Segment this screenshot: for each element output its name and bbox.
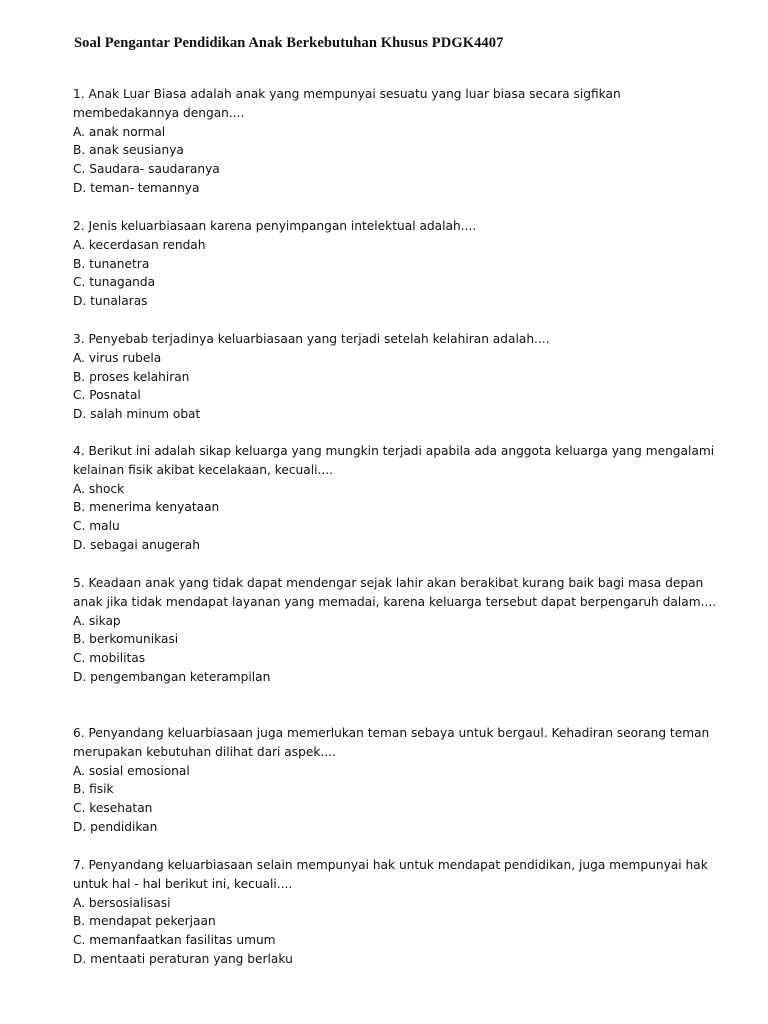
option-b: B. fisik [73, 782, 114, 797]
question-text: 6. Penyandang keluarbiasaan juga memerlukan teman sebaya untuk bergaul. Kehadiran seorang teman merupakan kebutuhan dilihat dari aspek.... [73, 726, 710, 759]
option-c: C. Saudara- saudaranya [73, 162, 220, 177]
question-6 [73, 724, 723, 837]
option-a: A. sikap [73, 613, 121, 628]
option-b: B. tunanetra [73, 256, 150, 271]
question-5 [73, 574, 723, 687]
option-d: D. teman- temannya [73, 180, 200, 195]
question-3 [73, 330, 723, 424]
option-c: C. mobilitas [73, 651, 146, 666]
option-d: D. pendidikan [73, 819, 158, 834]
option-a: A. anak normal [73, 124, 166, 139]
option-c: C. tunaganda [73, 275, 156, 290]
option-c: C. memanfaatkan fasilitas umum [73, 933, 276, 948]
question-text: 2. Jenis keluarbiasaan karena penyimpangan intelektual adalah.... [73, 219, 477, 233]
question-1 [73, 85, 723, 198]
document-title: Soal Pengantar Pendidikan Anak Berkebutuhan Khusus PDGK4407 [74, 35, 504, 51]
option-d: D. salah minum obat [73, 407, 201, 422]
option-a: A. bersosialisasi [73, 895, 171, 910]
option-c: C. kesehatan [73, 801, 153, 816]
option-c: C. Posnatal [73, 388, 141, 403]
option-b: B. anak seusianya [73, 143, 184, 158]
option-b: B. proses kelahiran [73, 369, 190, 384]
option-a: A. virus rubela [73, 350, 162, 365]
option-c: C. malu [73, 519, 120, 534]
question-text: 5. Keadaan anak yang tidak dapat mendengar sejak lahir akan berakibat kurang baik bagi masa depan anak jika tidak mendapat layanan yang memadai, karena keluarga tersebut dapat berpengaruh dalam.... [73, 576, 717, 609]
option-a: A. sosial emosional [73, 763, 190, 778]
question-7 [73, 856, 723, 969]
option-d: D. mentaati peraturan yang berlaku [73, 951, 293, 966]
question-text: 4. Berikut ini adalah sikap keluarga yang mungkin terjadi apabila ada anggota keluarga yang mengalami kelainan fisik akibat kecelakaan, kecuali.... [73, 444, 715, 477]
question-4 [73, 442, 723, 555]
option-a: A. kecerdasan rendah [73, 237, 206, 252]
option-b: B. menerima kenyataan [73, 500, 220, 515]
option-d: D. tunalaras [73, 294, 148, 309]
question-2 [73, 217, 723, 311]
option-d: D. pengembangan keterampilan [73, 669, 271, 684]
option-d: D. sebagai anugerah [73, 537, 201, 552]
option-b: B. berkomunikasi [73, 632, 179, 647]
question-text: 1. Anak Luar Biasa adalah anak yang mempunyai sesuatu yang luar biasa secara sigfikan membedakannya dengan.... [73, 87, 621, 120]
option-b: B. mendapat pekerjaan [73, 914, 216, 929]
question-text: 7. Penyandang keluarbiasaan selain mempunyai hak untuk mendapat pendidikan, juga mempunyai hak untuk hal - hal berikut ini, kecuali.... [73, 858, 708, 891]
option-a: A. shock [73, 481, 125, 496]
question-text: 3. Penyebab terjadinya keluarbiasaan yang terjadi setelah kelahiran adalah.... [73, 332, 550, 346]
